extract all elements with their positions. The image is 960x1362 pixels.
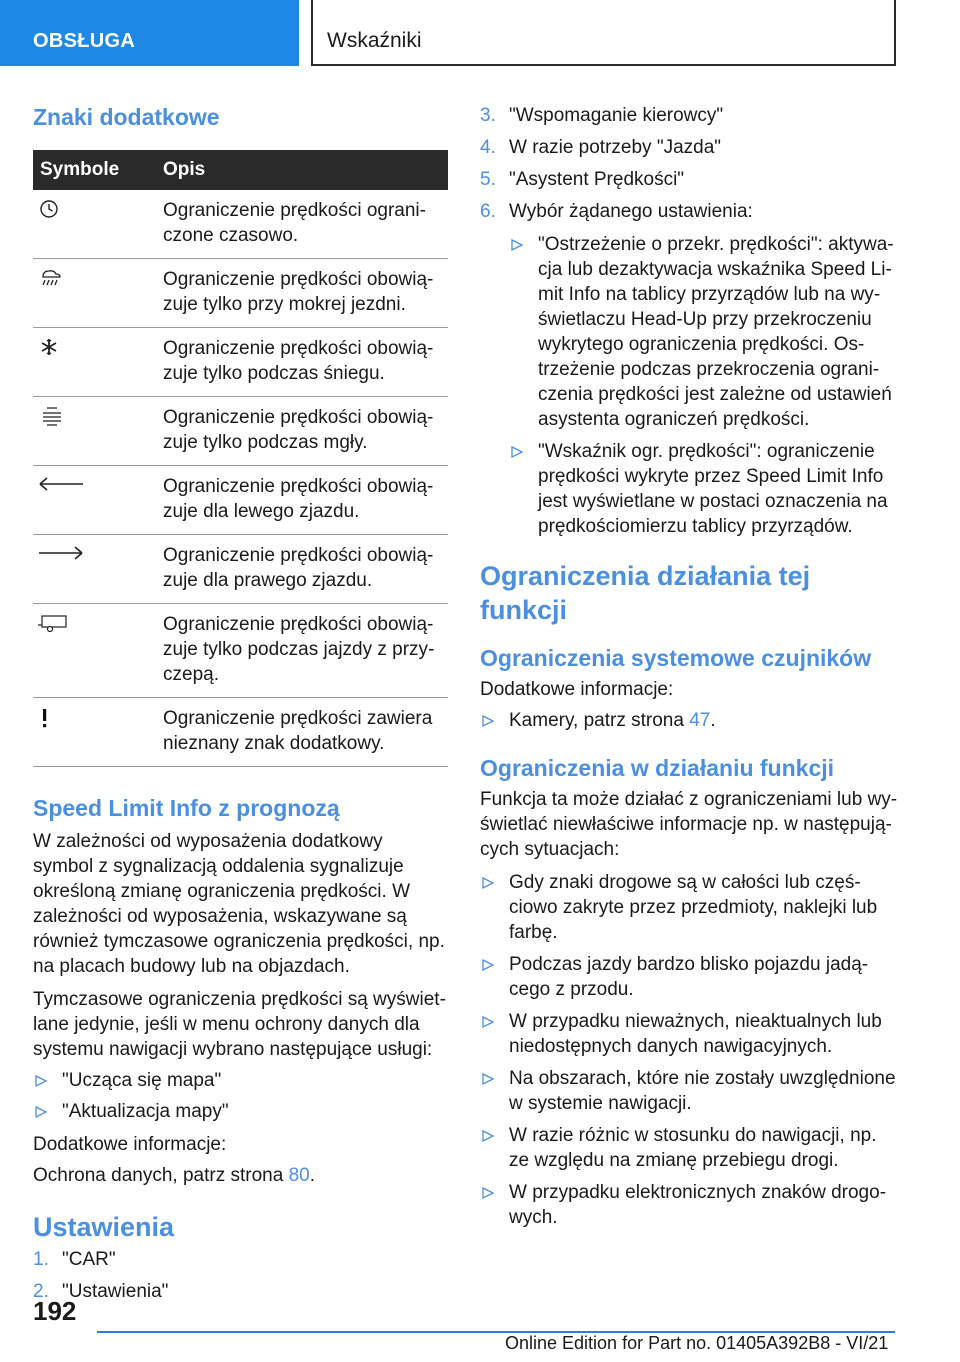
- list-item: [33, 1244, 448, 1276]
- triangle-bullet-icon: [34, 1105, 48, 1119]
- triangle-bullet-icon: [481, 1015, 495, 1029]
- privacy-reference-text: Ochrona danych, patrz strona: [33, 1165, 289, 1186]
- triangle-bullet-icon: [481, 1186, 495, 1200]
- list-item: [480, 100, 900, 132]
- step-number: 4.: [480, 137, 496, 158]
- rain-icon: [33, 259, 163, 328]
- list-item: [480, 1009, 900, 1059]
- step-number: 2.: [33, 1281, 49, 1302]
- situations-list: [480, 870, 900, 1230]
- fog-icon: [33, 397, 163, 466]
- step-text: "Wspomaganie kierowcy": [509, 105, 724, 126]
- footer-edition-text: Online Edition for Part no. 01405A392B8 - VI/21: [505, 1333, 889, 1353]
- step-number: 5.: [480, 169, 496, 190]
- section-title-operation-limits: Ograniczenia w działaniu funkcji: [480, 755, 835, 781]
- more-info-label: Dodatkowe informacje:: [33, 1134, 227, 1155]
- step-number: 1.: [33, 1249, 49, 1270]
- list-item: [480, 952, 900, 1002]
- setting-options-list: [480, 232, 900, 539]
- section-title-settings: Ustawienia: [33, 1212, 175, 1242]
- step-text: W razie potrzeby "Jazda": [509, 137, 722, 158]
- list-item: [33, 1068, 448, 1093]
- list-item: [509, 232, 900, 432]
- header-section-tab: [0, 0, 299, 66]
- list-item-text: Gdy znaki drogowe są w całości lub częściowo zakryte przez przedmioty, naklejki lub farbę.: [509, 872, 878, 943]
- header-chapter-box: [311, 0, 896, 66]
- row-description: Ograniczenie prędkości zawiera nieznany znak dodatkowy.: [163, 698, 448, 767]
- table-header-description: Opis: [163, 159, 206, 180]
- table-row: [33, 397, 448, 466]
- table-row: [33, 698, 448, 767]
- list-item: [33, 1276, 448, 1308]
- list-item: [480, 870, 900, 945]
- camera-reference-text: Kamery, patrz strona: [509, 710, 690, 731]
- triangle-bullet-icon: [510, 238, 524, 252]
- triangle-bullet-icon: [481, 1129, 495, 1143]
- step-number: 3.: [480, 105, 496, 126]
- exclamation-icon: [33, 698, 163, 767]
- temporary-limits-paragraph: Tymczasowe ograniczenia prędkości są wyświetlane jedynie, jeśli w menu ochrony danych dla systemu nawigacji wybrano następujące usługi:: [33, 989, 446, 1060]
- table-row: [33, 535, 448, 604]
- privacy-reference-end: .: [309, 1165, 316, 1186]
- step-text: "CAR": [62, 1249, 116, 1270]
- arrow-right-icon: [33, 535, 163, 604]
- row-description: Ograniczenie prędkości obowiązuje tylko podczas śniegu.: [163, 328, 448, 397]
- table-row: [33, 466, 448, 535]
- sensor-more-info-label: Dodatkowe informacje:: [480, 679, 674, 700]
- row-description: Ograniczenie prędkości obowiązuje tylko podczas jajzdy z przyczepą.: [163, 604, 448, 698]
- list-item-text: W przypadku nieważnych, nieaktualnych lub niedostępnych danych nawigacyjnych.: [509, 1011, 882, 1057]
- sensor-list: [480, 708, 900, 733]
- triangle-bullet-icon: [510, 445, 524, 459]
- row-description: Ograniczenie prędkości ograniczone czasowo.: [163, 190, 448, 259]
- list-item-text: W razie różnic w stosunku do nawigacji, np. ze względu na zmianę przebiegu drogi.: [509, 1125, 877, 1171]
- settings-steps-list: [33, 1244, 448, 1308]
- right-column: [480, 100, 900, 1230]
- list-item: [33, 1099, 448, 1124]
- page-number: 192: [33, 1296, 77, 1326]
- row-description: Ograniczenie prędkości obowiązuje dla lewego zjazdu.: [163, 466, 448, 535]
- table-row: [33, 604, 448, 698]
- list-item-text: "Wskaźnik ogr. prędkości": ograniczenie prędkości wykryte przez Speed Limit Info jest wyświetlane w postaci oznaczenia na prędkościomierzu tablicy przyrządów.: [538, 441, 888, 537]
- header-section-label: OBSŁUGA: [33, 30, 136, 52]
- list-item: [480, 196, 900, 228]
- triangle-bullet-icon: [481, 714, 495, 728]
- triangle-bullet-icon: [481, 876, 495, 890]
- services-list: [33, 1068, 448, 1124]
- list-item-text: "Ostrzeżenie o przekr. prędkości": aktywacja lub dezaktywacja wskaźnika Speed Limit Info na tablicy przyrządów lub na wyświetlaczu Head-Up przy przekroczeniu wykrytego ograniczenia prędkości. Ostrzeżenie podczas przekroczenia ograniczenia prędkości jest zależne od ustawień asystenta ograniczeń prędkości.: [538, 234, 894, 430]
- snowflake-icon: [33, 328, 163, 397]
- camera-page-link[interactable]: 47: [689, 710, 711, 731]
- symbols-table: [33, 150, 448, 767]
- table-row: [33, 328, 448, 397]
- step-text: "Asystent Prędkości": [509, 169, 685, 190]
- step-text: Wybór żądanego ustawienia:: [509, 201, 753, 222]
- section-title-function-limits: Ograniczenia działania tej funkcji: [480, 561, 811, 625]
- trailer-icon: [33, 604, 163, 698]
- list-item: [480, 708, 900, 733]
- speed-info-paragraph: W zależności od wyposażenia dodatkowy symbol z sygnalizacją oddalenia sygnalizuje określoną zmianę ograniczenia prędkości. W zależności od wyposażenia, wskazywane są również tymczasowe ograniczenia prędkości, np. na placach budowy lub na objazdach.: [33, 831, 445, 977]
- list-item-text: Podczas jazdy bardzo blisko pojazdu jadącego z przodu.: [509, 954, 869, 1000]
- table-row: [33, 259, 448, 328]
- list-item: [480, 132, 900, 164]
- table-header-symbols: Symbole: [40, 159, 120, 180]
- left-column: [33, 98, 448, 1308]
- section-title-speed-limit-info: Speed Limit Info z prognozą: [33, 795, 340, 821]
- table-header-row: [33, 150, 448, 190]
- camera-reference-end: .: [710, 710, 716, 731]
- triangle-bullet-icon: [481, 1072, 495, 1086]
- settings-steps-list-continued: [480, 100, 900, 228]
- list-item: [480, 1180, 900, 1230]
- list-item-text: "Aktualizacja mapy": [62, 1101, 229, 1122]
- row-description: Ograniczenie prędkości obowiązuje tylko podczas mgły.: [163, 397, 448, 466]
- list-item: [480, 1123, 900, 1173]
- list-item: [480, 164, 900, 196]
- list-item: [509, 439, 900, 539]
- clock-icon: [33, 190, 163, 259]
- operation-limits-paragraph: Funkcja ta może działać z ograniczeniami lub wyświetlać niewłaściwe informacje np. w następujących sytuacjach:: [480, 789, 898, 860]
- list-item-text: W przypadku elektronicznych znaków drogowych.: [509, 1182, 887, 1228]
- arrow-left-icon: [33, 466, 163, 535]
- header-chapter-label: Wskaźniki: [327, 29, 422, 52]
- section-title-additional-signs: Znaki dodatkowe: [33, 104, 220, 130]
- list-item-text: "Ucząca się mapa": [62, 1070, 222, 1091]
- privacy-page-link[interactable]: 80: [288, 1165, 310, 1186]
- step-text: "Ustawienia": [62, 1281, 169, 1302]
- privacy-reference: [33, 1163, 448, 1188]
- row-description: Ograniczenie prędkości obowiązuje dla prawego zjazdu.: [163, 535, 448, 604]
- triangle-bullet-icon: [34, 1074, 48, 1088]
- triangle-bullet-icon: [481, 958, 495, 972]
- step-number: 6.: [480, 201, 496, 222]
- list-item-text: Na obszarach, które nie zostały uwzględnione w systemie nawigacji.: [509, 1068, 896, 1114]
- list-item: [480, 1066, 900, 1116]
- row-description: Ograniczenie prędkości obowiązuje tylko przy mokrej jezdni.: [163, 259, 448, 328]
- section-title-sensor-limits: Ograniczenia systemowe czujników: [480, 645, 872, 671]
- table-row: [33, 190, 448, 259]
